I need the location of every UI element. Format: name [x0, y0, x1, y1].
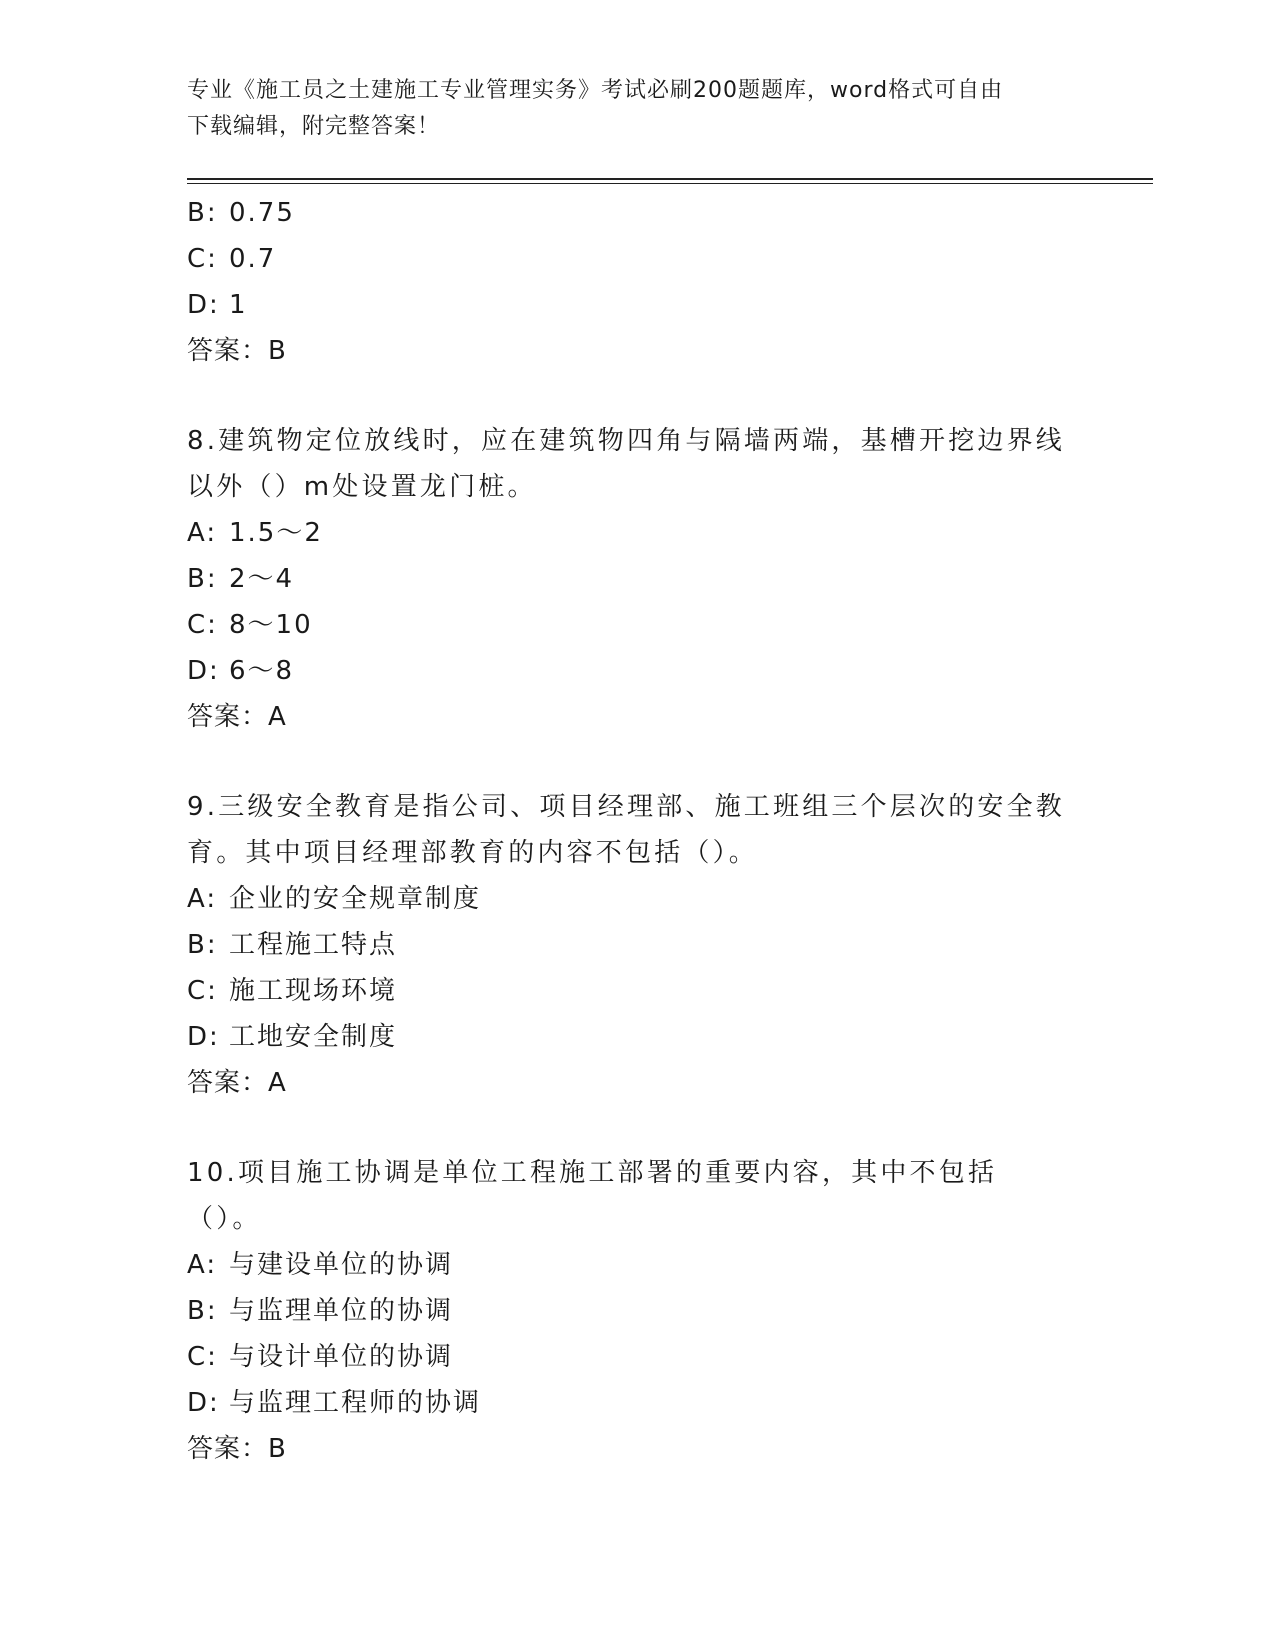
- question-text: 10.项目施工协调是单位工程施工部署的重要内容，其中不包括（）。: [187, 1158, 998, 1234]
- option-text: 1: [229, 290, 248, 320]
- option-label: C:: [187, 610, 218, 640]
- option-item: [187, 1334, 1067, 1380]
- answer-line: 答案：B: [187, 1434, 287, 1464]
- question-text: 8.建筑物定位放线时，应在建筑物四角与隔墙两端，基槽开挖边界线以外（）m处设置龙门桩。: [187, 426, 1066, 502]
- option-text: 施工现场环境: [229, 976, 398, 1006]
- option-label: B:: [187, 1296, 218, 1326]
- option-text: 8～10: [229, 610, 313, 640]
- option-text: 2～4: [229, 564, 295, 594]
- option-text: 工地安全制度: [229, 1022, 398, 1052]
- option-text: 工程施工特点: [229, 930, 398, 960]
- answer-line: 答案：B: [187, 336, 287, 366]
- option-label: D:: [187, 1022, 220, 1052]
- option-label: A:: [187, 884, 218, 914]
- option-item: [187, 1242, 1067, 1288]
- option-label: B:: [187, 930, 218, 960]
- carryover-block: [187, 190, 1067, 374]
- option-item: [187, 1014, 1067, 1060]
- answer-line: 答案：A: [187, 702, 287, 732]
- option-text: 0.75: [229, 198, 295, 228]
- option-item: [187, 236, 1067, 282]
- option-label: C:: [187, 244, 218, 274]
- option-text: 与监理工程师的协调: [229, 1388, 482, 1418]
- question-block: [187, 1150, 1067, 1472]
- option-item: [187, 556, 1067, 602]
- option-item: [187, 648, 1067, 694]
- header-line-1: 专业《施工员之土建施工专业管理实务》考试必刷200题题库，word格式可自由: [187, 78, 1004, 103]
- option-label: D:: [187, 290, 220, 320]
- option-label: C:: [187, 1342, 218, 1372]
- question-text: 9.三级安全教育是指公司、项目经理部、施工班组三个层次的安全教育。其中项目经理部教育的内容不包括（）。: [187, 792, 1066, 868]
- option-item: [187, 282, 1067, 328]
- header-line-2: 下载编辑，附完整答案！: [187, 114, 441, 139]
- option-text: 1.5～2: [229, 518, 323, 548]
- option-label: B:: [187, 198, 218, 228]
- option-text: 与设计单位的协调: [229, 1342, 454, 1372]
- header-divider-thin: [187, 183, 1153, 184]
- option-label: A:: [187, 518, 218, 548]
- question-block: [187, 418, 1067, 740]
- option-item: [187, 922, 1067, 968]
- option-text: 企业的安全规章制度: [229, 884, 482, 914]
- option-item: [187, 602, 1067, 648]
- option-text: 与建设单位的协调: [229, 1250, 454, 1280]
- option-item: [187, 190, 1067, 236]
- answer-line: 答案：A: [187, 1068, 287, 1098]
- option-item: [187, 968, 1067, 1014]
- header-divider: [187, 178, 1153, 180]
- option-label: D:: [187, 1388, 220, 1418]
- option-label: D:: [187, 656, 220, 686]
- document-header: [187, 73, 1067, 145]
- option-item: [187, 876, 1067, 922]
- option-label: B:: [187, 564, 218, 594]
- option-text: 0.7: [229, 244, 277, 274]
- question-block: [187, 784, 1067, 1106]
- option-item: [187, 510, 1067, 556]
- option-text: 6～8: [229, 656, 295, 686]
- question-list: [187, 190, 1067, 1516]
- option-text: 与监理单位的协调: [229, 1296, 454, 1326]
- option-item: [187, 1288, 1067, 1334]
- option-label: C:: [187, 976, 218, 1006]
- option-label: A:: [187, 1250, 218, 1280]
- option-item: [187, 1380, 1067, 1426]
